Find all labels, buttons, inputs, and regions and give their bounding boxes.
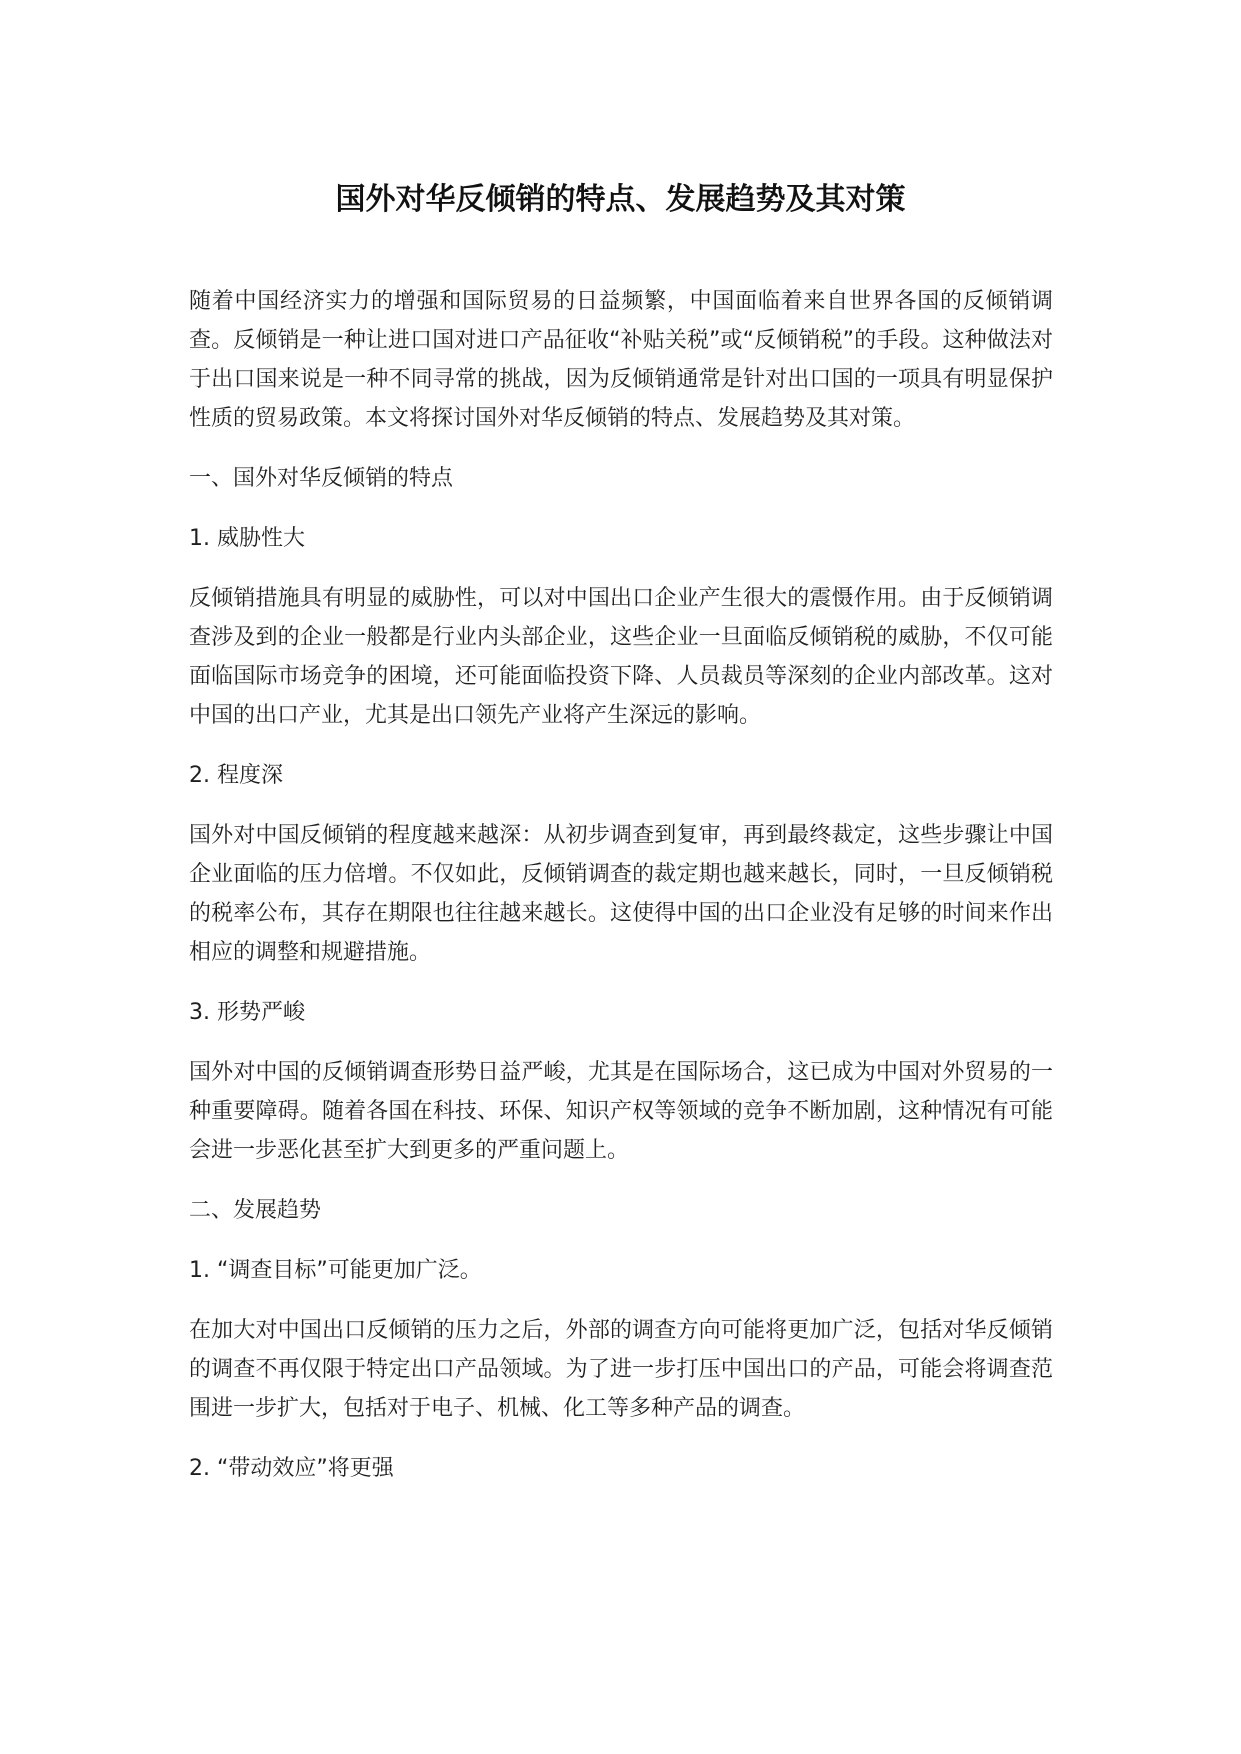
section-1-item-1-paragraph: 反倾销措施具有明显的威胁性，可以对中国出口企业产生很大的震慑作用。由于反倾销调查涉及到的企业一般都是行业内头部企业，这些企业一旦面临反倾销税的威胁，不仅可能面临国际市场竞争的困境，还可能面临投资下降、人员裁员等深刻的企业内部改革。这对中国的出口产业，尤其是出口领先产业将产生深远的影响。 [189,586,1053,728]
section-2-heading: 二、发展趋势 [189,1198,322,1223]
section-1-item-1-heading: 1. 威胁性大 [189,526,305,551]
section-2-item-2-heading: 2. “带动效应”将更强 [189,1456,394,1481]
section-1-item-3-heading: 3. 形势严峻 [189,1000,305,1025]
document-title: 国外对华反倾销的特点、发展趋势及其对策 [335,182,906,217]
section-1-item-2-heading: 2. 程度深 [189,763,283,788]
section-1-item-3-paragraph: 国外对中国的反倾销调查形势日益严峻，尤其是在国际场合，这已成为中国对外贸易的一种重要障碍。随着各国在科技、环保、知识产权等领域的竞争不断加剧，这种情况有可能会进一步恶化甚至扩大到更多的严重问题上。 [189,1060,1053,1163]
document-body [189,282,1053,1488]
section-2-item-1-paragraph: 在加大对中国出口反倾销的压力之后，外部的调查方向可能将更加广泛，包括对华反倾销的调查不再仅限于特定出口产品领域。为了进一步打压中国出口的产品，可能会将调查范围进一步扩大，包括对于电子、机械、化工等多种产品的调查。 [189,1318,1053,1421]
section-1-item-2-paragraph: 国外对中国反倾销的程度越来越深：从初步调查到复审，再到最终裁定，这些步骤让中国企业面临的压力倍增。不仅如此，反倾销调查的裁定期也越来越长，同时，一旦反倾销税的税率公布，其存在期限也往往越来越长。这使得中国的出口企业没有足够的时间来作出相应的调整和规避措施。 [189,823,1053,965]
section-2-item-1-heading: 1. “调查目标”可能更加广泛。 [189,1258,482,1283]
intro-paragraph: 随着中国经济实力的增强和国际贸易的日益频繁，中国面临着来自世界各国的反倾销调查。反倾销是一种让进口国对进口产品征收“补贴关税”或“反倾销税”的手段。这种做法对于出口国来说是一种不同寻常的挑战，因为反倾销通常是针对出口国的一项具有明显保护性质的贸易政策。本文将探讨国外对华反倾销的特点、发展趋势及其对策。 [189,289,1053,431]
section-1-heading: 一、国外对华反倾销的特点 [189,466,454,491]
